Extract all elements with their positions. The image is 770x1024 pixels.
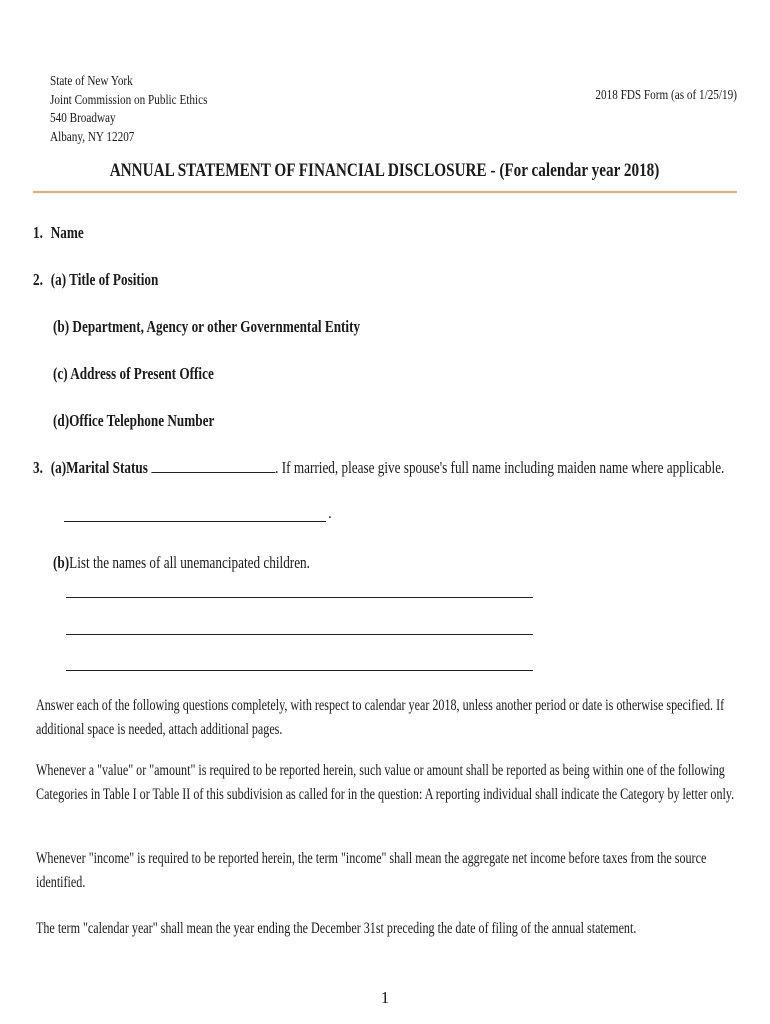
address-line: Joint Commission on Public Ethics bbox=[50, 92, 208, 108]
spouse-name-field[interactable] bbox=[64, 521, 326, 522]
marital-status-field[interactable] bbox=[151, 472, 275, 473]
question-3b bbox=[53, 553, 374, 573]
question-number: 1. bbox=[33, 223, 43, 242]
marital-status-label: (a)Marital Status bbox=[50, 458, 148, 477]
question-number: 3. bbox=[33, 458, 43, 477]
title-of-position-label: (a) Title of Position bbox=[50, 270, 159, 289]
question-2c bbox=[53, 364, 254, 384]
agency-address bbox=[50, 73, 247, 147]
question-number: 2. bbox=[33, 270, 43, 289]
instruction-paragraph: Whenever "income" is required to be reported herein, the term "income" shall mean the aggregate net income before taxes from the source identified. bbox=[36, 850, 707, 891]
instruction-paragraph: The term "calendar year" shall mean the year ending the December 31st preceding the date of filing of the annual statement. bbox=[36, 920, 637, 937]
instruction-paragraph: Answer each of the following questions completely, with respect to calendar year 2018, unless another period or date is otherwise specified. If additional space is needed, attach additional pages. bbox=[36, 697, 725, 738]
child-name-field[interactable] bbox=[66, 670, 533, 671]
form-identifier: 2018 FDS Form (as of 1/25/19) bbox=[595, 88, 737, 103]
page-number: 1 bbox=[380, 988, 390, 1007]
question-2a bbox=[33, 270, 190, 290]
department-label: (b) Department, Agency or other Governmental Entity bbox=[53, 317, 361, 336]
question-3a bbox=[33, 458, 770, 478]
office-telephone-label: (d)Office Telephone Number bbox=[53, 411, 215, 430]
address-line: Albany, NY 12207 bbox=[50, 129, 135, 145]
child-name-field[interactable] bbox=[66, 634, 533, 635]
question-1 bbox=[33, 223, 96, 243]
children-label: (b) bbox=[53, 553, 70, 572]
instruction-paragraph: Whenever a "value" or "amount" is required to be reported herein, such value or amount shall be reported as being within one of the following Categories in Table I or Table II of this subdivision as called for in the question: A reporting individual shall indicate the Category by letter only. bbox=[36, 762, 735, 803]
document-title: ANNUAL STATEMENT OF FINANCIAL DISCLOSURE - (For calendar year 2018) bbox=[110, 160, 660, 181]
children-instruction: List the names of all unemancipated children. bbox=[69, 553, 310, 572]
address-line: 540 Broadway bbox=[50, 111, 116, 126]
address-line: State of New York bbox=[50, 74, 133, 89]
spouse-line-period: . bbox=[328, 506, 332, 522]
name-label: Name bbox=[50, 223, 84, 242]
title-divider bbox=[33, 191, 737, 193]
question-2d bbox=[53, 411, 255, 431]
child-name-field[interactable] bbox=[66, 597, 533, 598]
question-2b bbox=[53, 317, 437, 337]
office-address-label: (c) Address of Present Office bbox=[53, 364, 214, 383]
spouse-instruction: . If married, please give spouse's full name including maiden name where applicable. bbox=[275, 458, 725, 477]
